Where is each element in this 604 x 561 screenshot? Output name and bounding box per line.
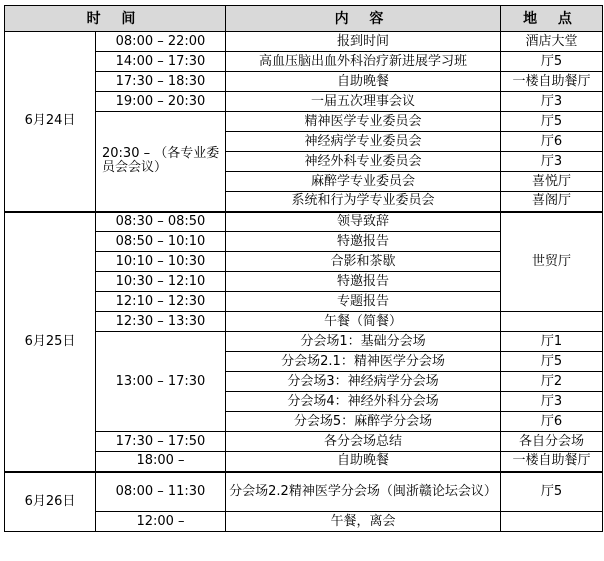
content-cell: 特邀报告 [226,272,501,292]
date-cell: 6月24日 [5,32,96,212]
table-row [5,212,603,232]
location-cell: 厅3 [501,152,603,172]
content-cell: 特邀报告 [226,232,501,252]
time-cell: 12:30 – 13:30 [96,312,226,332]
location-cell [501,312,603,332]
content-cell: 系统和行为学专业委员会 [226,192,501,212]
content-cell: 分会场3：神经病学分会场 [226,372,501,392]
time-cell: 08:30 – 08:50 [96,212,226,232]
location-cell: 厅5 [501,112,603,132]
content-cell: 自助晚餐 [226,72,501,92]
content-cell: 午餐，离会 [226,512,501,532]
content-cell: 分会场5：麻醉学分会场 [226,412,501,432]
table-row [5,32,603,52]
location-cell: 喜悦厅 [501,172,603,192]
content-cell: 高血压脑出血外科治疗新进展学习班 [226,52,501,72]
location-cell: 各自分会场 [501,432,603,452]
location-cell: 厅3 [501,392,603,412]
content-cell: 分会场4：神经外科分会场 [226,392,501,412]
time-cell: 13:00 – 17:30 [96,332,226,432]
location-cell: 喜阁厅 [501,192,603,212]
location-cell: 酒店大堂 [501,32,603,52]
content-cell: 合影和茶歇 [226,252,501,272]
header-content: 内 容 [226,6,501,32]
header-time: 时 间 [5,6,226,32]
content-cell: 分会场2.2精神医学分会场（闽浙赣论坛会议） [226,472,501,512]
date-cell: 6月25日 [5,212,96,472]
schedule-table [4,5,603,532]
content-cell: 一届五次理事会议 [226,92,501,112]
time-cell: 19:00 – 20:30 [96,92,226,112]
time-cell: 12:10 – 12:30 [96,292,226,312]
time-cell: 17:30 – 17:50 [96,432,226,452]
time-cell: 14:00 – 17:30 [96,52,226,72]
time-cell: 20:30 – （各专业委员会会议） [96,112,226,212]
content-cell: 分会场1：基础分会场 [226,332,501,352]
content-cell: 各分会场总结 [226,432,501,452]
time-cell: 08:00 – 11:30 [96,472,226,512]
location-cell: 厅6 [501,412,603,432]
location-cell [501,512,603,532]
header-row [5,6,603,32]
time-cell: 12:00 – [96,512,226,532]
content-cell: 专题报告 [226,292,501,312]
time-cell: 18:00 – [96,452,226,472]
time-cell: 08:50 – 10:10 [96,232,226,252]
date-cell: 6月26日 [5,472,96,532]
location-cell: 厅1 [501,332,603,352]
content-cell: 神经外科专业委员会 [226,152,501,172]
table-row [5,472,603,512]
content-cell: 神经病学专业委员会 [226,132,501,152]
location-cell: 厅5 [501,472,603,512]
location-cell: 世贸厅 [501,212,603,312]
content-cell: 精神医学专业委员会 [226,112,501,132]
content-cell: 分会场2.1：精神医学分会场 [226,352,501,372]
content-cell: 自助晚餐 [226,452,501,472]
location-cell: 一楼自助餐厅 [501,72,603,92]
location-cell: 厅3 [501,92,603,112]
content-cell: 报到时间 [226,32,501,52]
location-cell: 厅5 [501,352,603,372]
time-cell: 08:00 – 22:00 [96,32,226,52]
location-cell: 厅6 [501,132,603,152]
content-cell: 麻醉学专业委员会 [226,172,501,192]
location-cell: 一楼自助餐厅 [501,452,603,472]
time-cell: 17:30 – 18:30 [96,72,226,92]
header-location: 地 点 [501,6,603,32]
content-cell: 午餐（简餐） [226,312,501,332]
time-cell: 10:10 – 10:30 [96,252,226,272]
location-cell: 厅5 [501,52,603,72]
time-cell: 10:30 – 12:10 [96,272,226,292]
content-cell: 领导致辞 [226,212,501,232]
location-cell: 厅2 [501,372,603,392]
